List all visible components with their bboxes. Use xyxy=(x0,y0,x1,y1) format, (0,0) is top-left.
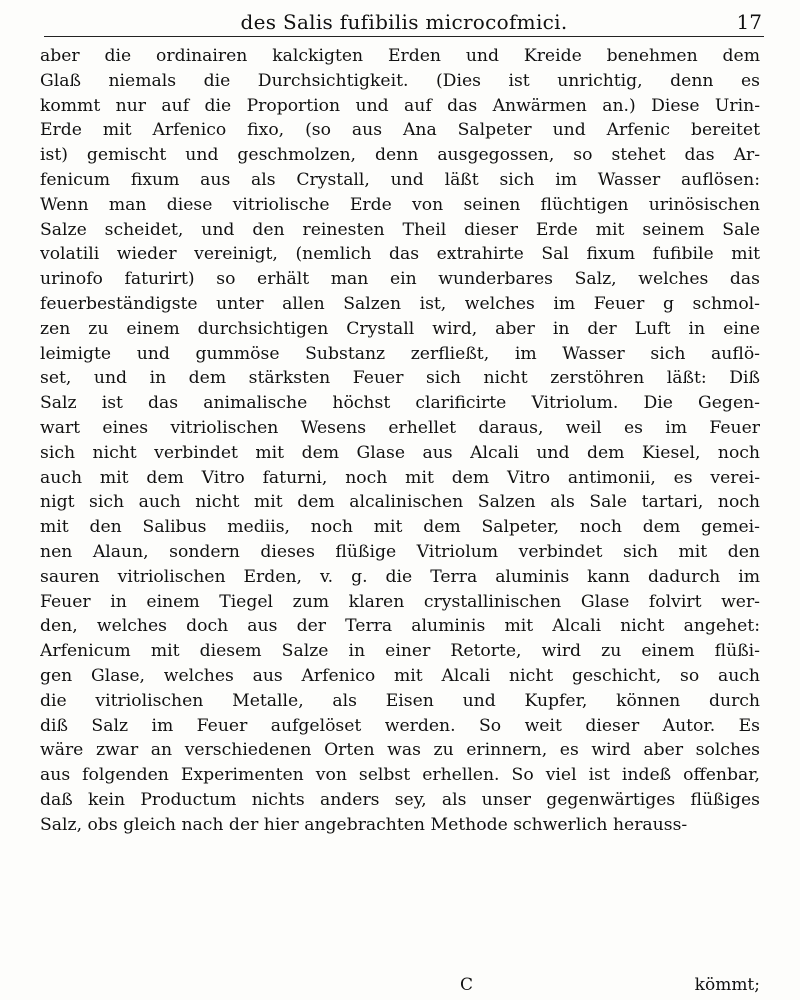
text-line: wart eines vitriolischen Wesens erhellet daraus, weil es im Feuer xyxy=(40,417,760,438)
text-line: Feuer in einem Tiegel zum klaren crystallinischen Glase folvirt wer- xyxy=(40,591,760,612)
text-line: sich nicht verbindet mit dem Glase aus Alcali und dem Kiesel, noch xyxy=(40,442,760,463)
text-line: Salze scheidet, und den reinesten Theil dieser Erde mit seinem Sale xyxy=(40,219,760,240)
text-line: Glaß niemals die Durchsichtigkeit. (Dies ist unrichtig, denn es xyxy=(40,70,760,91)
text-line: aus folgenden Experimenten von selbst erhellen. So viel ist indeß offenbar, xyxy=(40,765,760,786)
text-line: daß kein Productum nichts anders sey, als unser gegenwärtiges flüßiges xyxy=(40,789,760,810)
text-line: feuerbeständigste unter allen Salzen ist, welches im Feuer g schmol- xyxy=(40,293,760,314)
running-header xyxy=(44,6,764,37)
text-line: Salz ist das animalische höchst clarificirte Vitriolum. Die Gegen- xyxy=(40,393,760,414)
text-line: set, und in dem stärksten Feuer sich nicht zerstöhren läßt: Diß xyxy=(40,368,760,389)
text-line: mit den Salibus mediis, noch mit dem Salpeter, noch dem gemei- xyxy=(40,517,760,538)
text-line: auch mit dem Vitro faturni, noch mit dem Vitro antimonii, es verei- xyxy=(40,467,760,488)
text-line: Erde mit Arfenico fixo, (so aus Ana Salpeter und Arfenic bereitet xyxy=(40,120,760,141)
running-title: des Salis fufibilis microcofmici. xyxy=(240,10,568,34)
text-line: ist) gemischt und geschmolzen, denn ausgegossen, so stehet das Ar- xyxy=(40,145,760,166)
text-line: wäre zwar an verschiedenen Orten was zu erinnern, es wird aber solches xyxy=(40,740,760,761)
text-line: zen zu einem durchsichtigen Crystall wird, aber in der Luft in eine xyxy=(40,318,760,339)
text-line: urinofo faturirt) so erhält man ein wunderbares Salz, welches das xyxy=(40,269,760,290)
text-line: den, welches doch aus der Terra aluminis mit Alcali nicht angehet: xyxy=(40,616,760,637)
text-line: aber die ordinairen kalckigten Erden und Kreide benehmen dem xyxy=(40,46,760,66)
body-text xyxy=(40,44,760,838)
text-line: Wenn man diese vitriolische Erde von seinen flüchtigen urinösischen xyxy=(40,194,760,215)
text-line: leimigte und gummöse Substanz zerfließt, im Wasser sich auflö- xyxy=(40,343,760,364)
text-line: nen Alaun, sondern dieses flüßige Vitriolum verbindet sich mit den xyxy=(40,541,760,562)
text-line: fenicum fixum aus als Crystall, und läßt sich im Wasser auflösen: xyxy=(40,169,760,190)
text-line: Arfenicum mit diesem Salze in einer Retorte, wird zu einem flüßi- xyxy=(40,641,760,662)
text-line: diß Salz im Feuer aufgelöset werden. So weit dieser Autor. Es xyxy=(40,715,760,736)
text-line: volatili wieder vereinigt, (nemlich das extrahirte Sal fixum fufibile mit xyxy=(40,244,760,265)
catchword: kömmt; xyxy=(694,975,760,995)
text-line: nigt sich auch nicht mit dem alcalinischen Salzen als Sale tartari, noch xyxy=(40,492,760,513)
signature-mark: C xyxy=(460,975,474,995)
text-line: kommt nur auf die Proportion und auf das Anwärmen an.) Diese Urin- xyxy=(40,95,760,116)
text-line: gen Glase, welches aus Arfenico mit Alcali nicht geschicht, so auch xyxy=(40,665,760,686)
page-number: 17 xyxy=(736,10,762,34)
text-line: die vitriolischen Metalle, als Eisen und Kupfer, können durch xyxy=(40,690,760,711)
page-footer xyxy=(40,975,760,997)
text-line: sauren vitriolischen Erden, v. g. die Terra aluminis kann dadurch im xyxy=(40,566,760,587)
text-line: Salz, obs gleich nach der hier angebrachten Methode schwerlich herauss- xyxy=(40,814,688,835)
